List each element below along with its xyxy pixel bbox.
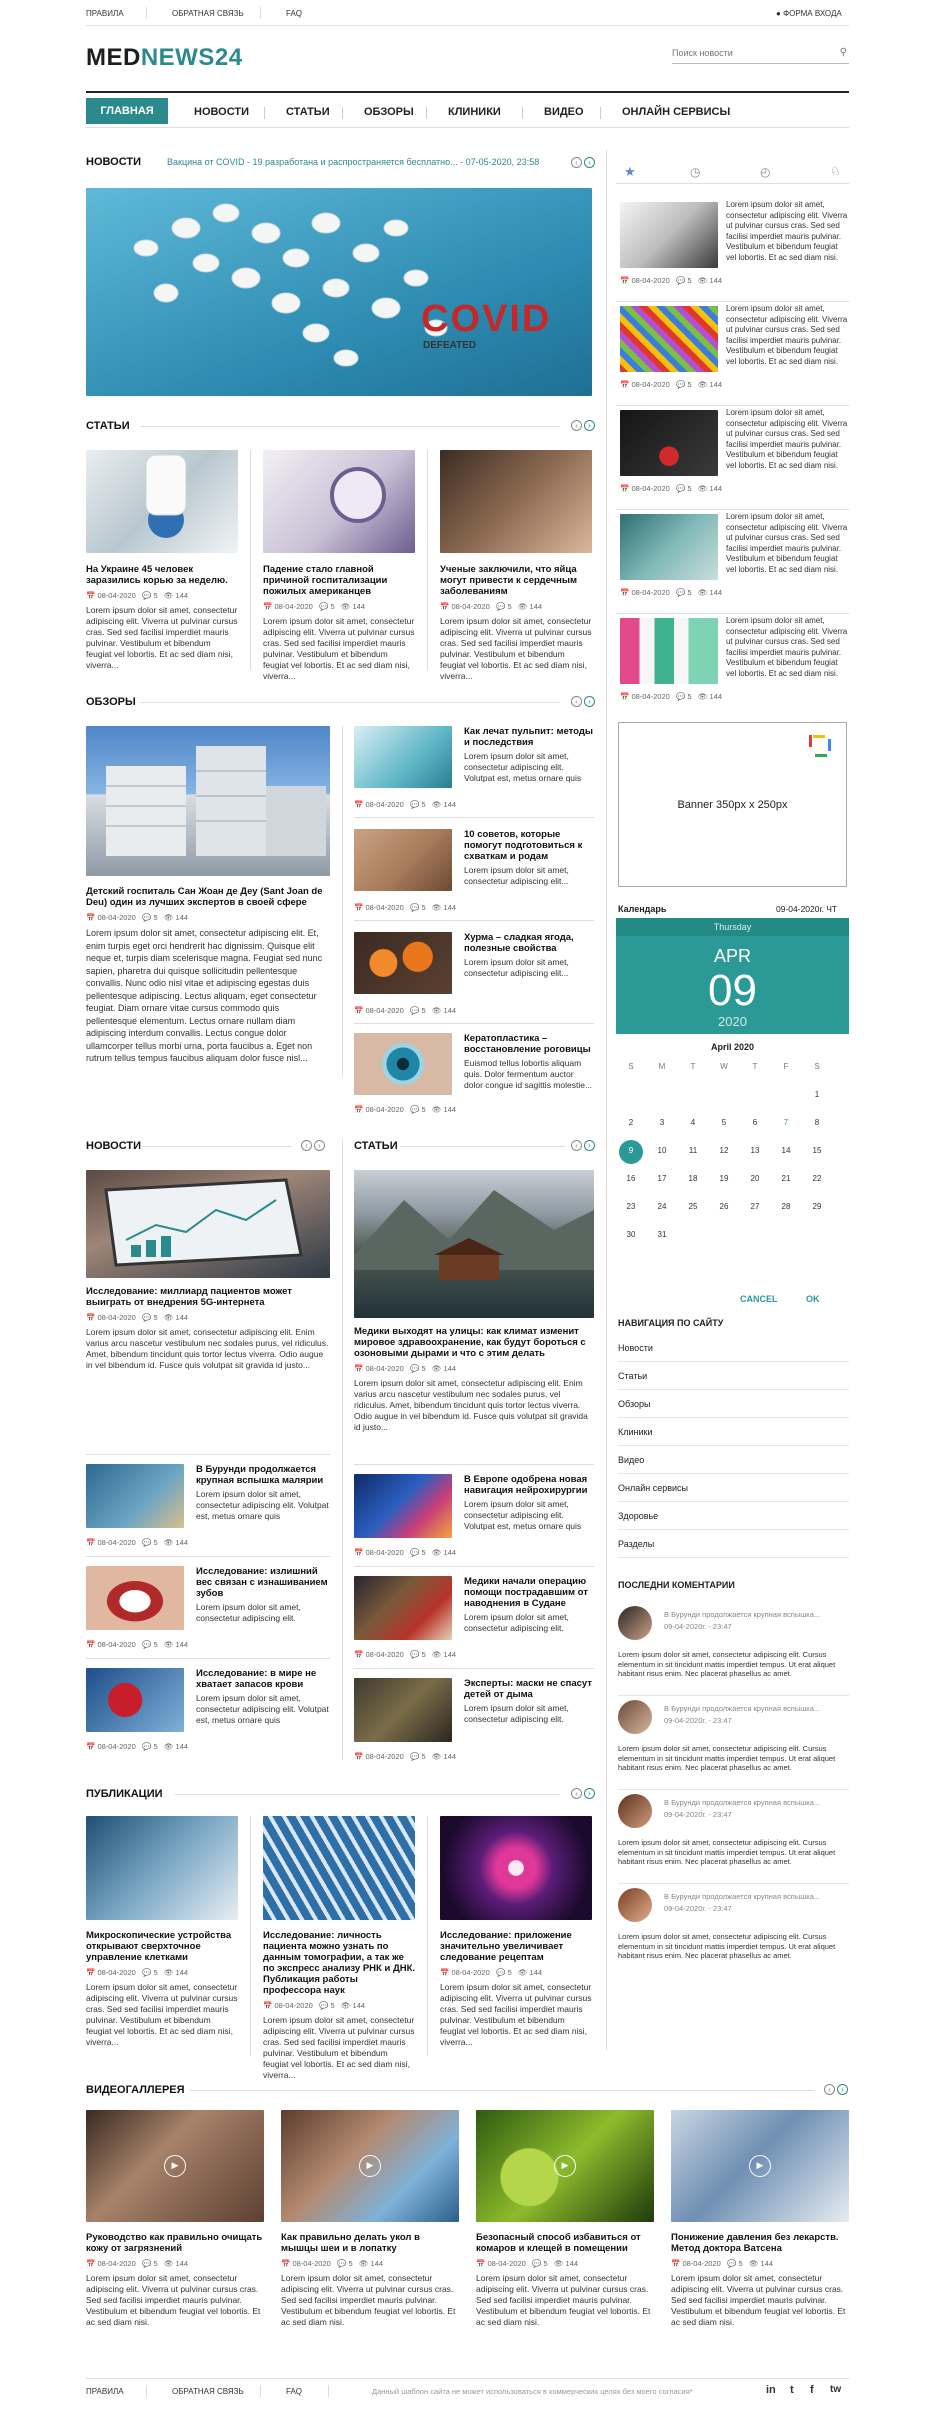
news2-main-image	[86, 1170, 330, 1278]
sidebar-tabs	[616, 164, 849, 184]
articles2-item-meta: 📅 08-04-2020 💬 5 👁 144	[354, 1650, 457, 1659]
news2-arrows	[299, 1140, 325, 1152]
twitter-icon[interactable]: tw	[830, 2384, 842, 2395]
publication-card[interactable]	[263, 1816, 415, 2081]
calendar-day-cell[interactable]: 16	[626, 1174, 636, 1183]
footer-link-faq[interactable]: FAQ	[286, 2387, 303, 2396]
sidebar-item-text: Lorem ipsum dolor sit amet, consectetur adipiscing elit. Viverra ut pulvinar cursus cras. Sed sed facilisi imperdiet mauris pulvinar. Vestibulum et bibendum feugiat vel lobortis. Et ac sed diam nisi.	[726, 408, 848, 470]
next-arrow-icon[interactable]: ›	[584, 1788, 595, 1799]
footer-link-feedback[interactable]: ОБРАТНАЯ СВЯЗЬ	[172, 2387, 244, 2396]
publication-card[interactable]	[86, 1816, 238, 2048]
next-arrow-icon[interactable]: ›	[314, 1140, 325, 1151]
news-ticker[interactable]: Вакцина от COVID - 19 разработана и распространяется бесплатно... - 07-05-2020, 23:58	[167, 157, 540, 167]
comment-text: Lorem ipsum dolor sit amet, consectetur adipiscing elit. Cursus elementum in sit tincidunt mattis imperdiet tempus. Ut erat aliquet habitant risus enim. Nec placerat phasellus ac amet.	[618, 1650, 836, 1678]
video-title[interactable]: Понижение давления без лекарств. Метод доктора Ватсена	[671, 2232, 839, 2254]
article-excerpt: Lorem ipsum dolor sit amet, consectetur adipiscing elit. Viverra ut pulvinar cursus cras. Sed sed facilisi imperdiet mauris pulvinar. Vestibulum et bibendum feugiat vel lobortis. Et ac sed diam nisi, viverra...	[86, 605, 238, 670]
calendar-day-cell[interactable]: 15	[812, 1146, 822, 1155]
video-meta: 📅 08-04-2020 💬 5 👁 144	[476, 2259, 579, 2268]
publication-excerpt: Lorem ipsum dolor sit amet, consectetur adipiscing elit. Viverra ut pulvinar cursus cras. Sed sed facilisi imperdiet mauris pulvinar. Vestibulum et bibendum feugiat vel lobortis. Et ac sed diam nisi, viverra...	[440, 1982, 592, 2047]
news-arrows	[569, 157, 595, 169]
video-title[interactable]: Руководство как правильно очищать кожу от загрязнений	[86, 2232, 263, 2254]
calendar-cancel-button[interactable]: CANCEL	[740, 1294, 778, 1304]
comment-headline[interactable]: В Бурунди продолжается крупная вспышка...	[664, 1798, 821, 1807]
login-link[interactable]: ● ФОРМА ВХОДА	[776, 9, 842, 18]
calendar-day-cell[interactable]: 3	[659, 1118, 665, 1127]
video-card[interactable]	[476, 2110, 654, 2328]
articles2-main-text: Lorem ipsum dolor sit amet, consectetur adipiscing elit. Enim varius arcu nascetur vestibulum nec sodales purus, vel ridiculus. Amet, bibendum tincidunt quis tortor lectus viverra. Odio augue in vel bibendum id. Fusce quis volutpat sit gravida id justo...	[354, 1378, 588, 1432]
articles2-item-text: Lorem ipsum dolor sit amet, consectetur adipiscing elit.	[464, 1612, 569, 1633]
sidebar-item-image	[620, 202, 718, 268]
review-main[interactable]	[86, 726, 330, 1065]
footer	[86, 2378, 849, 2402]
comment-item[interactable]	[618, 1884, 849, 1978]
news2-item-image	[86, 1566, 184, 1630]
sitenav-item[interactable]: Онлайн сервисы	[618, 1474, 849, 1502]
articles2-item-title[interactable]: Эксперты: маски не спасут детей от дыма	[464, 1678, 592, 1700]
nav-clinics[interactable]: КЛИНИКИ	[448, 106, 501, 118]
top-bar	[86, 0, 849, 26]
next-arrow-icon[interactable]: ›	[584, 157, 595, 168]
nav-articles[interactable]: СТАТЬИ	[286, 106, 330, 118]
comments-list	[618, 1602, 849, 1978]
prev-arrow-icon[interactable]: ‹	[571, 157, 582, 168]
comment-item[interactable]	[618, 1790, 849, 1884]
prev-arrow-icon[interactable]: ‹	[301, 1140, 312, 1151]
sitenav-item[interactable]: Клиники	[618, 1418, 849, 1446]
sitenav-heading: НАВИГАЦИЯ ПО САЙТУ	[618, 1318, 724, 1328]
publications-heading: ПУБЛИКАЦИИ	[86, 1788, 163, 1800]
publications-arrows	[569, 1788, 595, 1800]
calendar-day-cell[interactable]: 14	[781, 1146, 791, 1155]
play-icon[interactable]: ▶	[164, 2155, 186, 2177]
news2-item-image	[86, 1464, 184, 1528]
nav-home[interactable]: ГЛАВНАЯ	[86, 98, 168, 124]
review-image	[354, 726, 452, 788]
calendar-day-cell[interactable]: 28	[781, 1202, 791, 1211]
comment-headline[interactable]: В Бурунди продолжается крупная вспышка...	[664, 1892, 821, 1901]
top-link-feedback[interactable]: ОБРАТНАЯ СВЯЗЬ	[172, 9, 244, 18]
prev-arrow-icon[interactable]: ‹	[571, 696, 582, 707]
video-meta: 📅 08-04-2020 💬 5 👁 144	[281, 2259, 384, 2268]
sitenav-item[interactable]: Видео	[618, 1446, 849, 1474]
sitenav-item[interactable]: Здоровье	[618, 1502, 849, 1530]
review-main-image	[86, 726, 330, 876]
search-input[interactable]	[672, 44, 822, 58]
articles2-item-title[interactable]: Медики начали операцию помощи пострадавшим от наводнения в Судане	[464, 1576, 588, 1609]
articles-arrows	[569, 420, 595, 432]
search-icon[interactable]: ⚲	[839, 47, 847, 58]
video-excerpt: Lorem ipsum dolor sit amet, consectetur adipiscing elit. Viverra ut pulvinar cursus cras. Sed sed facilisi imperdiet mauris pulvinar. Vestibulum et bibendum feugiat vel lobortis. Et ac sed diam nisi.	[86, 2273, 261, 2327]
sidebar-item-image	[620, 306, 718, 372]
calendar-day-cell[interactable]: 8	[814, 1118, 820, 1127]
review-text: Lorem ipsum dolor sit amet, consectetur adipiscing elit...	[464, 957, 569, 978]
clock-icon[interactable]: ◷	[690, 165, 701, 179]
comment-date: 09-04-2020г. - 23:47	[664, 1904, 732, 1913]
videos-arrows	[822, 2084, 848, 2096]
play-icon[interactable]: ▶	[359, 2155, 381, 2177]
video-excerpt: Lorem ipsum dolor sit amet, consectetur adipiscing elit. Viverra ut pulvinar cursus cras. Sed sed facilisi imperdiet mauris pulvinar. Vestibulum et bibendum feugiat vel lobortis. Et ac sed diam nisi.	[281, 2273, 456, 2327]
video-title[interactable]: Безопасный способ избавиться от комаров и клещей в помещении	[476, 2232, 641, 2254]
calendar-day-cell[interactable]: 12	[719, 1146, 729, 1155]
sitenav-item[interactable]: Новости	[618, 1334, 849, 1362]
footer-link-rules[interactable]: ПРАВИЛА	[86, 2387, 124, 2396]
review-meta: 📅 08-04-2020 💬 5 👁 144	[354, 800, 457, 809]
calendar-day-cell[interactable]: 23	[626, 1202, 636, 1211]
review-title[interactable]: Хурма – сладкая ягода, полезные свойства	[464, 932, 574, 954]
calendar-day-cell[interactable]: 13	[750, 1146, 760, 1155]
comment-date: 09-04-2020г. - 23:47	[664, 1716, 732, 1725]
article-meta: 📅 08-04-2020 💬 5 👁 144	[86, 591, 189, 600]
footer-note: Данный шаблон сайта не может использоваться в коммерческих целях без моего согласия*	[372, 2387, 693, 2396]
calendar-day-cell[interactable]: 29	[812, 1202, 822, 1211]
news2-main-title[interactable]: Исследование: миллиард пациентов может выиграть от внедрения 5G-интернета	[86, 1286, 292, 1308]
next-arrow-icon[interactable]: ›	[584, 420, 595, 431]
publication-title[interactable]: Исследование: личность пациента можно узнать по данным томографии, а так же по экспресс анализу РНК и ДНК. Публикация работы профессора наук	[263, 1930, 416, 1996]
video-thumb[interactable]	[86, 2110, 264, 2222]
reviews-heading: ОБЗОРЫ	[86, 696, 136, 708]
star-icon[interactable]: ★	[624, 164, 636, 179]
video-thumb[interactable]	[671, 2110, 849, 2222]
trophy-icon[interactable]: ♘	[830, 164, 841, 178]
calendar-weekday: Thursday	[616, 918, 849, 936]
news2-item-text: Lorem ipsum dolor sit amet, consectetur adipiscing elit. Volutpat est, metus ornare quis	[196, 1489, 329, 1521]
videos-heading: ВИДЕОГАЛЛЕРЕЯ	[86, 2084, 185, 2096]
hero-image[interactable]	[86, 188, 592, 396]
calendar-month-title: April 2020	[710, 1042, 755, 1052]
top-link-faq[interactable]: FAQ	[286, 9, 303, 18]
calendar-day-cell[interactable]: 19	[719, 1174, 729, 1183]
sidebar-item-image	[620, 514, 718, 580]
prev-arrow-icon[interactable]: ‹	[571, 1788, 582, 1799]
articles2-main-image	[354, 1170, 594, 1318]
article-excerpt: Lorem ipsum dolor sit amet, consectetur adipiscing elit. Viverra ut pulvinar cursus cras. Sed sed facilisi imperdiet mauris pulvinar. Vestibulum et bibendum feugiat vel lobortis. Et ac sed diam nisi, viverra...	[440, 616, 592, 681]
articles2-item-title[interactable]: В Европе одобрена новая навигация нейрохирургии	[464, 1474, 588, 1496]
article-title[interactable]: На Украине 45 человек заразились корью за неделю.	[86, 564, 228, 586]
review-text: Euismod tellus lobortis aliquam quis. Dolor fermentum auctor dolor congue id sagittis molestie...	[464, 1058, 593, 1090]
sitenav-list	[618, 1334, 849, 1558]
news2-heading: НОВОСТИ	[86, 1140, 142, 1152]
articles2-main-meta: 📅 08-04-2020 💬 5 👁 144	[354, 1364, 457, 1373]
calendar-dow: T	[752, 1062, 758, 1071]
article-card[interactable]	[263, 450, 415, 682]
linkedin-icon[interactable]: in	[766, 2384, 776, 2396]
comments-heading: ПОСЛЕДНИ КОМЕНТАРИИ	[618, 1580, 735, 1590]
tumblr-icon[interactable]: t	[790, 2384, 794, 2396]
publication-excerpt: Lorem ipsum dolor sit amet, consectetur adipiscing elit. Viverra ut pulvinar cursus cras. Sed sed facilisi imperdiet mauris pulvinar. Vestibulum et bibendum feugiat vel lobortis. Et ac sed diam nisi, viverra...	[263, 2015, 415, 2080]
review-text: Lorem ipsum dolor sit amet, consectetur adipiscing elit. Volutpat est, metus ornare quis	[464, 751, 582, 783]
calendar-day-cell[interactable]: 20	[750, 1174, 760, 1183]
comment-text: Lorem ipsum dolor sit amet, consectetur adipiscing elit. Cursus elementum in sit tincidunt mattis imperdiet tempus. Ut erat aliquet habitant risus enim. Nec placerat phasellus ac amet.	[618, 1838, 836, 1866]
article-title[interactable]: Ученые заключили, что яйца могут привести к сердечным заболеваниям	[440, 564, 578, 597]
review-title[interactable]: Как лечат пульпит: методы и последствия	[464, 726, 593, 748]
calendar-day-cell[interactable]: 7	[783, 1118, 789, 1127]
news2-item-text: Lorem ipsum dolor sit amet, consectetur adipiscing elit. Volutpat est, metus ornare quis	[196, 1693, 329, 1725]
comment-item[interactable]	[618, 1602, 849, 1696]
calendar-day-cell[interactable]: 10	[657, 1146, 667, 1155]
news2-item-title[interactable]: Исследование: в мире не хватает запасов крови	[196, 1668, 317, 1690]
news2-item-image	[86, 1668, 184, 1732]
nav-news[interactable]: НОВОСТИ	[194, 106, 250, 118]
video-meta: 📅 08-04-2020 💬 5 👁 144	[86, 2259, 189, 2268]
articles2-item-image	[354, 1576, 452, 1640]
user-icon: ●	[776, 9, 781, 18]
video-meta: 📅 08-04-2020 💬 5 👁 144	[671, 2259, 774, 2268]
calendar-date: 09-04-2020г. ЧТ	[776, 904, 838, 914]
calendar-ok-button[interactable]: OK	[806, 1294, 820, 1304]
calendar-day: 09	[708, 966, 757, 1015]
news2-main[interactable]	[86, 1170, 330, 1371]
calendar-day-cell[interactable]: 11	[688, 1146, 698, 1155]
calendar-day-cell[interactable]: 24	[657, 1202, 667, 1211]
calendar-dow: S	[628, 1062, 634, 1071]
articles2-item-text: Lorem ipsum dolor sit amet, consectetur adipiscing elit.	[464, 1703, 569, 1724]
articles2-arrows	[569, 1140, 595, 1152]
banner[interactable]	[618, 722, 847, 887]
top-link-rules[interactable]: ПРАВИЛА	[86, 9, 124, 18]
sidebar-item-meta: 📅 08-04-2020 💬 5 👁 144	[620, 484, 723, 493]
calendar-day-cell[interactable]: 25	[688, 1202, 698, 1211]
calendar-dow: T	[690, 1062, 696, 1071]
news2-item-meta: 📅 08-04-2020 💬 5 👁 144	[86, 1538, 189, 1547]
comment-item[interactable]	[618, 1696, 849, 1790]
calendar-year: 2020	[718, 1014, 747, 1029]
nav-reviews[interactable]: ОБЗОРЫ	[364, 106, 414, 118]
publication-meta: 📅 08-04-2020 💬 5 👁 144	[86, 1968, 189, 1977]
header-divider	[86, 91, 849, 93]
calendar-day-cell[interactable]: 1	[814, 1090, 820, 1099]
site-logo[interactable]: MEDNEWS24	[86, 44, 243, 71]
review-image	[354, 1033, 452, 1095]
sidebar-item-meta: 📅 08-04-2020 💬 5 👁 144	[620, 588, 723, 597]
sitenav-item[interactable]: Статьи	[618, 1362, 849, 1390]
avatar	[618, 1794, 652, 1828]
calendar-grid	[616, 1052, 849, 1272]
video-card[interactable]	[671, 2110, 849, 2328]
sidebar-item-meta: 📅 08-04-2020 💬 5 👁 144	[620, 276, 723, 285]
sidebar-item-meta: 📅 08-04-2020 💬 5 👁 144	[620, 692, 723, 701]
review-title[interactable]: 10 советов, которые помогут подготовиться к схваткам и родам	[464, 829, 583, 862]
video-excerpt: Lorem ipsum dolor sit amet, consectetur adipiscing elit. Viverra ut pulvinar cursus cras. Sed sed facilisi imperdiet mauris pulvinar. Vestibulum et bibendum feugiat vel lobortis. Et ac sed diam nisi.	[671, 2273, 846, 2327]
pills-illustration	[86, 188, 592, 396]
prev-arrow-icon[interactable]: ‹	[571, 420, 582, 431]
avatar	[618, 1606, 652, 1640]
comment-date: 09-04-2020г. - 23:47	[664, 1622, 732, 1631]
sidebar-item[interactable]	[616, 614, 849, 718]
sidebar-item-text: Lorem ipsum dolor sit amet, consectetur adipiscing elit. Viverra ut pulvinar cursus cras. Sed sed facilisi imperdiet mauris pulvinar. Vestibulum et bibendum feugiat vel lobortis. Et ac sed diam nisi.	[726, 200, 848, 262]
video-thumb[interactable]	[476, 2110, 654, 2222]
calendar-day-cell[interactable]: 4	[690, 1118, 696, 1127]
article-image	[440, 450, 592, 553]
news2-main-text: Lorem ipsum dolor sit amet, consectetur adipiscing elit. Enim varius arcu nascetur vestibulum nec sodales purus, vel ridiculus. Amet, bibendum tincidunt quis tortor lectus viverra. Odio augue in vel bibendum id. Fusce quis volutpat sit gravida id justo...	[86, 1327, 329, 1370]
calendar-day-cell[interactable]: 5	[721, 1118, 727, 1127]
avatar	[618, 1700, 652, 1734]
main-nav	[86, 96, 849, 128]
article-image	[86, 450, 238, 553]
calendar	[616, 918, 849, 1304]
nav-online[interactable]: ОНЛАЙН СЕРВИСЫ	[622, 106, 731, 118]
review-meta: 📅 08-04-2020 💬 5 👁 144	[354, 1006, 457, 1015]
sidebar-item[interactable]	[616, 510, 849, 614]
news2-main-meta: 📅 08-04-2020 💬 5 👁 144	[86, 1313, 189, 1322]
hero-defeated-text: DEFEATED	[423, 340, 477, 351]
articles2-item-meta: 📅 08-04-2020 💬 5 👁 144	[354, 1548, 457, 1557]
calendar-dow: M	[658, 1062, 666, 1071]
banner-logo-icon	[807, 733, 833, 759]
publication-meta: 📅 08-04-2020 💬 5 👁 144	[263, 2001, 366, 2010]
sitenav-item[interactable]: Разделы	[618, 1530, 849, 1558]
video-card[interactable]	[86, 2110, 264, 2328]
review-meta: 📅 08-04-2020 💬 5 👁 144	[354, 903, 457, 912]
calendar-day-cell[interactable]: 22	[812, 1174, 822, 1183]
article-card[interactable]	[86, 450, 238, 671]
avatar	[618, 1888, 652, 1922]
articles2-main[interactable]	[354, 1170, 594, 1433]
articles2-item-image	[354, 1678, 452, 1742]
calendar-dow: F	[783, 1062, 789, 1071]
next-arrow-icon[interactable]: ›	[837, 2084, 848, 2095]
sidebar-list	[616, 198, 849, 718]
prev-arrow-icon[interactable]: ‹	[571, 1140, 582, 1151]
articles2-item-text: Lorem ipsum dolor sit amet, consectetur adipiscing elit. Volutpat est, metus ornare quis	[464, 1499, 582, 1531]
reviews-arrows	[569, 696, 595, 708]
calendar-month: APR	[713, 946, 751, 966]
news2-item-text: Lorem ipsum dolor sit amet, consectetur adipiscing elit.	[196, 1602, 301, 1623]
comment-headline[interactable]: В Бурунди продолжается крупная вспышка...	[664, 1610, 821, 1619]
sidebar-item-text: Lorem ipsum dolor sit amet, consectetur adipiscing elit. Viverra ut pulvinar cursus cras. Sed sed facilisi imperdiet mauris pulvinar. Vestibulum et bibendum feugiat vel lobortis. Et ac sed diam nisi.	[726, 616, 848, 678]
review-main-title[interactable]: Детский госпиталь Сан Жоан де Деу (Sant Joan de Deu) один из лучших экспертов в своей сфере	[86, 886, 323, 908]
publication-title[interactable]: Микроскопические устройства открывают сверхточное управление клетками	[86, 1930, 232, 1963]
search-box[interactable]	[672, 44, 849, 64]
nav-video[interactable]: ВИДЕО	[544, 106, 584, 118]
banner-text: Banner 350px x 250px	[677, 799, 788, 811]
calendar-day-cell[interactable]: 6	[752, 1118, 758, 1127]
calendar-dow: S	[814, 1062, 820, 1071]
articles2-main-title[interactable]: Медики выходят на улицы: как климат изменит мировое здравоохранение, как будут бороться с озоновыми дырами и что с этим делать	[354, 1326, 586, 1359]
sidebar-item-image	[620, 618, 718, 684]
review-image	[354, 932, 452, 994]
sidebar-item-text: Lorem ipsum dolor sit amet, consectetur adipiscing elit. Viverra ut pulvinar cursus cras. Sed sed facilisi imperdiet mauris pulvinar. Vestibulum et bibendum feugiat vel lobortis. Et ac sed diam nisi.	[726, 304, 848, 366]
calendar-dow: W	[720, 1062, 728, 1071]
publication-excerpt: Lorem ipsum dolor sit amet, consectetur adipiscing elit. Viverra ut pulvinar cursus cras. Sed sed facilisi imperdiet mauris pulvinar. Vestibulum et bibendum feugiat vel lobortis. Et ac sed diam nisi, viverra...	[86, 1982, 238, 2047]
comment-date: 09-04-2020г. - 23:47	[664, 1810, 732, 1819]
articles2-item-image	[354, 1474, 452, 1538]
play-icon[interactable]: ▶	[554, 2155, 576, 2177]
facebook-icon[interactable]: f	[810, 2384, 814, 2396]
sidebar-item[interactable]	[616, 302, 849, 406]
articles2-item-meta: 📅 08-04-2020 💬 5 👁 144	[354, 1752, 457, 1761]
video-thumb[interactable]	[281, 2110, 459, 2222]
review-title[interactable]: Кератопластика – восстановление роговицы	[464, 1033, 591, 1055]
article-card[interactable]	[440, 450, 592, 682]
review-text: Lorem ipsum dolor sit amet, consectetur adipiscing elit...	[464, 865, 569, 886]
video-excerpt: Lorem ipsum dolor sit amet, consectetur adipiscing elit. Viverra ut pulvinar cursus cras. Sed sed facilisi imperdiet mauris pulvinar. Vestibulum et bibendum feugiat vel lobortis. Et ac sed diam nisi.	[476, 2273, 651, 2327]
comment-text: Lorem ipsum dolor sit amet, consectetur adipiscing elit. Cursus elementum in sit tincidunt mattis imperdiet tempus. Ut erat aliquet habitant risus enim. Nec placerat phasellus ac amet.	[618, 1932, 836, 1960]
article-meta: 📅 08-04-2020 💬 5 👁 144	[263, 602, 366, 611]
calendar-day-cell[interactable]: 21	[781, 1174, 791, 1183]
publication-title[interactable]: Исследование: приложение значительно увеличивает следование рецептам	[440, 1930, 572, 1963]
next-arrow-icon[interactable]: ›	[584, 1140, 595, 1151]
calendar-day-cell[interactable]: 18	[688, 1174, 698, 1183]
sidebar-item-meta: 📅 08-04-2020 💬 5 👁 144	[620, 380, 723, 389]
calendar-day-cell[interactable]: 2	[628, 1118, 634, 1127]
comment-text: Lorem ipsum dolor sit amet, consectetur adipiscing elit. Cursus elementum in sit tincidunt mattis imperdiet tempus. Ut erat aliquet habitant risus enim. Nec placerat phasellus ac amet.	[618, 1744, 836, 1772]
news2-item-meta: 📅 08-04-2020 💬 5 👁 144	[86, 1742, 189, 1751]
play-icon[interactable]: ▶	[749, 2155, 771, 2177]
article-meta: 📅 08-04-2020 💬 5 👁 144	[440, 602, 543, 611]
sitenav-item[interactable]: Обзоры	[618, 1390, 849, 1418]
prev-arrow-icon[interactable]: ‹	[824, 2084, 835, 2095]
calendar-day-cell[interactable]: 26	[719, 1202, 729, 1211]
articles2-heading: СТАТЬИ	[354, 1140, 398, 1152]
review-main-meta: 📅 08-04-2020 💬 5 👁 144	[86, 913, 189, 922]
news2-item-title[interactable]: В Бурунди продолжается крупная вспышка малярии	[196, 1464, 324, 1486]
publication-image	[86, 1816, 238, 1920]
review-meta: 📅 08-04-2020 💬 5 👁 144	[354, 1105, 457, 1114]
article-image	[263, 450, 415, 553]
publication-card[interactable]	[440, 1816, 592, 2048]
calendar-day-selected[interactable]: 9	[628, 1146, 634, 1155]
news2-item-title[interactable]: Исследование: излишний вес связан с изнашиванием зубов	[196, 1566, 328, 1599]
calendar-date-display	[616, 936, 849, 1034]
hero-covid-text: COVID	[421, 298, 552, 340]
video-title[interactable]: Как правильно делать укол в мышцы шеи и в лопатку	[281, 2232, 420, 2254]
articles-heading: СТАТЬИ	[86, 420, 130, 432]
calendar-day-cell[interactable]: 27	[750, 1202, 760, 1211]
article-title[interactable]: Падение стало главной причиной госпитализации пожилых американцев	[263, 564, 388, 597]
review-image	[354, 829, 452, 891]
sidebar-item-image	[620, 410, 718, 476]
video-card[interactable]	[281, 2110, 459, 2328]
publication-meta: 📅 08-04-2020 💬 5 👁 144	[440, 1968, 543, 1977]
calendar-label: Календарь	[618, 904, 667, 914]
publication-image	[263, 1816, 415, 1920]
review-main-text: Lorem ipsum dolor sit amet, consectetur adipiscing elit. Et, enim turpis eget orci hendrerit hac dignissim. Quisque elit neque et, turpis diam scelerisque magna. Feugiat sed nunc sapien, pharetra dui quisque sollicitudin pellentesque convallis. Nunc odio nisl vitae et adipiscing egestas duis pellentesque adipiscing. Lectus aliquam, eget consectetur feugiat. Diam ornare vitae cursus commodo quis pellentesque elementum. Lectus ornare nullam diam adipiscing interdum convallis. Lectus congue dolor ullamcorper tellus morbi urna, porta faucibus a. Eget non rutrum tellus tempus faucibus aliquam dolor fusce nisl...	[86, 928, 323, 1063]
next-arrow-icon[interactable]: ›	[584, 696, 595, 707]
article-excerpt: Lorem ipsum dolor sit amet, consectetur adipiscing elit. Viverra ut pulvinar cursus cras. Sed sed facilisi imperdiet mauris pulvinar. Vestibulum et bibendum feugiat vel lobortis. Et ac sed diam nisi, viverra...	[263, 616, 415, 681]
news2-item-meta: 📅 08-04-2020 💬 5 👁 144	[86, 1640, 189, 1649]
column-divider	[606, 150, 607, 2050]
calendar-day-cell[interactable]: 17	[657, 1174, 667, 1183]
comment-headline[interactable]: В Бурунди продолжается крупная вспышка...	[664, 1704, 821, 1713]
calendar-day-cell[interactable]: 30	[626, 1230, 636, 1239]
sidebar-item[interactable]	[616, 198, 849, 302]
history-icon[interactable]: ◴	[760, 165, 771, 179]
publication-image	[440, 1816, 592, 1920]
sidebar-item[interactable]	[616, 406, 849, 510]
calendar-day-cell[interactable]: 31	[657, 1230, 667, 1239]
sidebar-item-text: Lorem ipsum dolor sit amet, consectetur adipiscing elit. Viverra ut pulvinar cursus cras. Sed sed facilisi imperdiet mauris pulvinar. Vestibulum et bibendum feugiat vel lobortis. Et ac sed diam nisi.	[726, 512, 848, 574]
news-heading: НОВОСТИ	[86, 156, 142, 168]
